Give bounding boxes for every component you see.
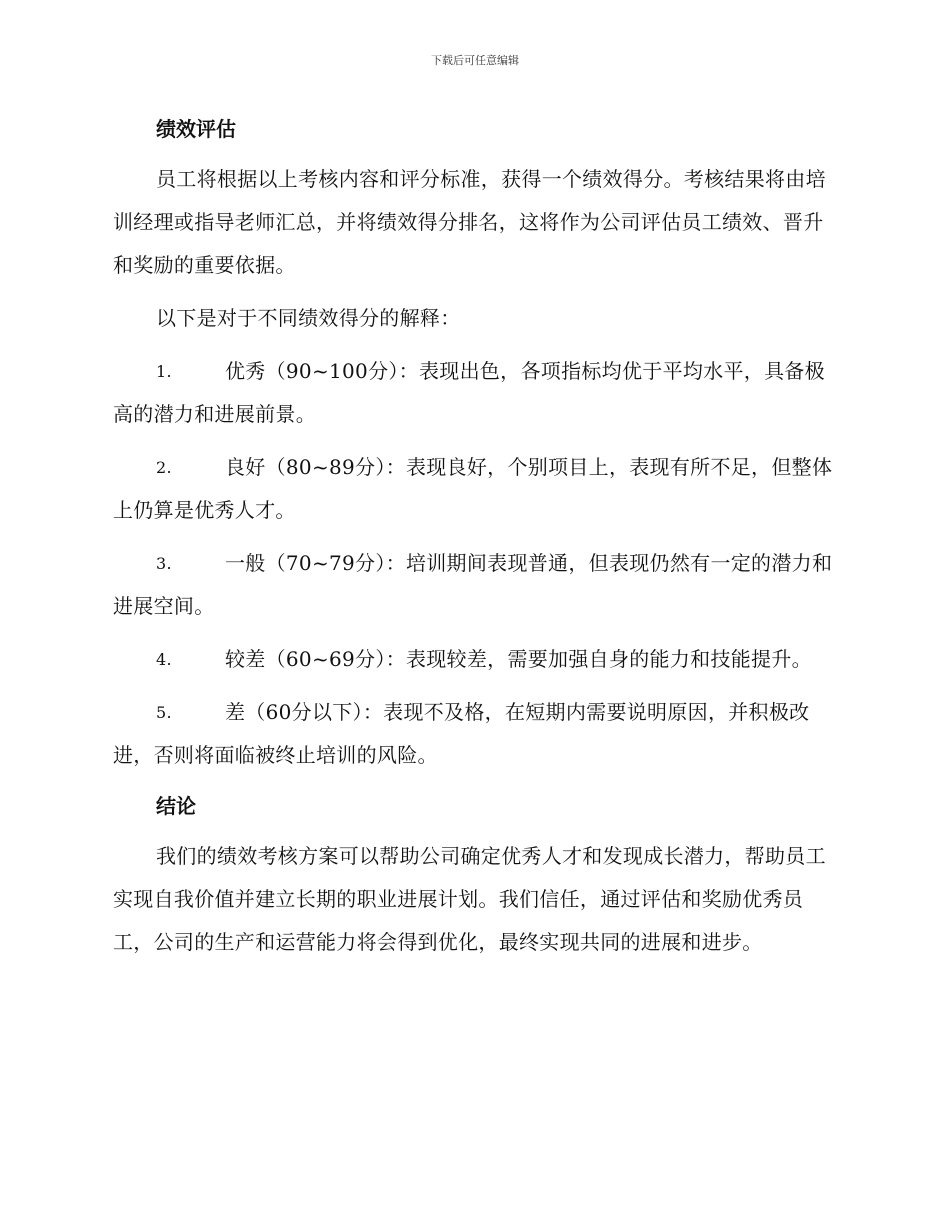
list-item-good bbox=[113, 446, 835, 532]
list-item-average bbox=[113, 542, 835, 628]
list-number: 3. bbox=[156, 554, 172, 573]
list-number: 5. bbox=[156, 703, 172, 722]
document-body bbox=[113, 110, 835, 974]
list-item-text: 差（60分以下）：表现不及格，在短期内需要说明原因，并积极改进，否则将面临被终止培训的风险。 bbox=[113, 700, 810, 767]
list-number: 4. bbox=[156, 650, 172, 669]
list-item-text: 一般（70~79分）：培训期间表现普通，但表现仍然有一定的潜力和进展空间。 bbox=[113, 551, 833, 618]
score-intro-paragraph: 以下是对于不同绩效得分的解释： bbox=[156, 306, 461, 330]
list-item-text: 良好（80~89分）：表现良好，个别项目上，表现有所不足，但整体上仍算是优秀人才。 bbox=[113, 455, 833, 522]
section-heading-performance-evaluation: 绩效评估 bbox=[156, 117, 236, 141]
list-number: 2. bbox=[156, 458, 172, 477]
list-number: 1. bbox=[156, 362, 172, 381]
page-header: 下载后可任意编辑 bbox=[431, 54, 519, 67]
evaluation-paragraph: 员工将根据以上考核内容和评分标准，获得一个绩效得分。考核结果将由培训经理或指导老师汇总，并将绩效得分排名，这将作为公司评估员工绩效、晋升和奖励的重要依据。 bbox=[113, 167, 826, 277]
list-item-poor bbox=[113, 638, 835, 681]
list-item-text: 优秀（90~100分）：表现出色，各项指标均优于平均水平，具备极高的潜力和进展前景。 bbox=[113, 359, 825, 426]
list-item-fail bbox=[113, 691, 835, 777]
section-heading-conclusion: 结论 bbox=[156, 794, 196, 818]
list-item-excellent bbox=[113, 350, 835, 436]
list-item-text: 较差（60~69分）：表现较差，需要加强自身的能力和技能提升。 bbox=[225, 647, 812, 671]
conclusion-paragraph: 我们的绩效考核方案可以帮助公司确定优秀人才和发现成长潜力，帮助员工实现自我价值并建立长期的职业进展计划。我们信任，通过评估和奖励优秀员工，公司的生产和运营能力将会得到优化，最终实现共同的进展和进步。 bbox=[113, 844, 826, 954]
